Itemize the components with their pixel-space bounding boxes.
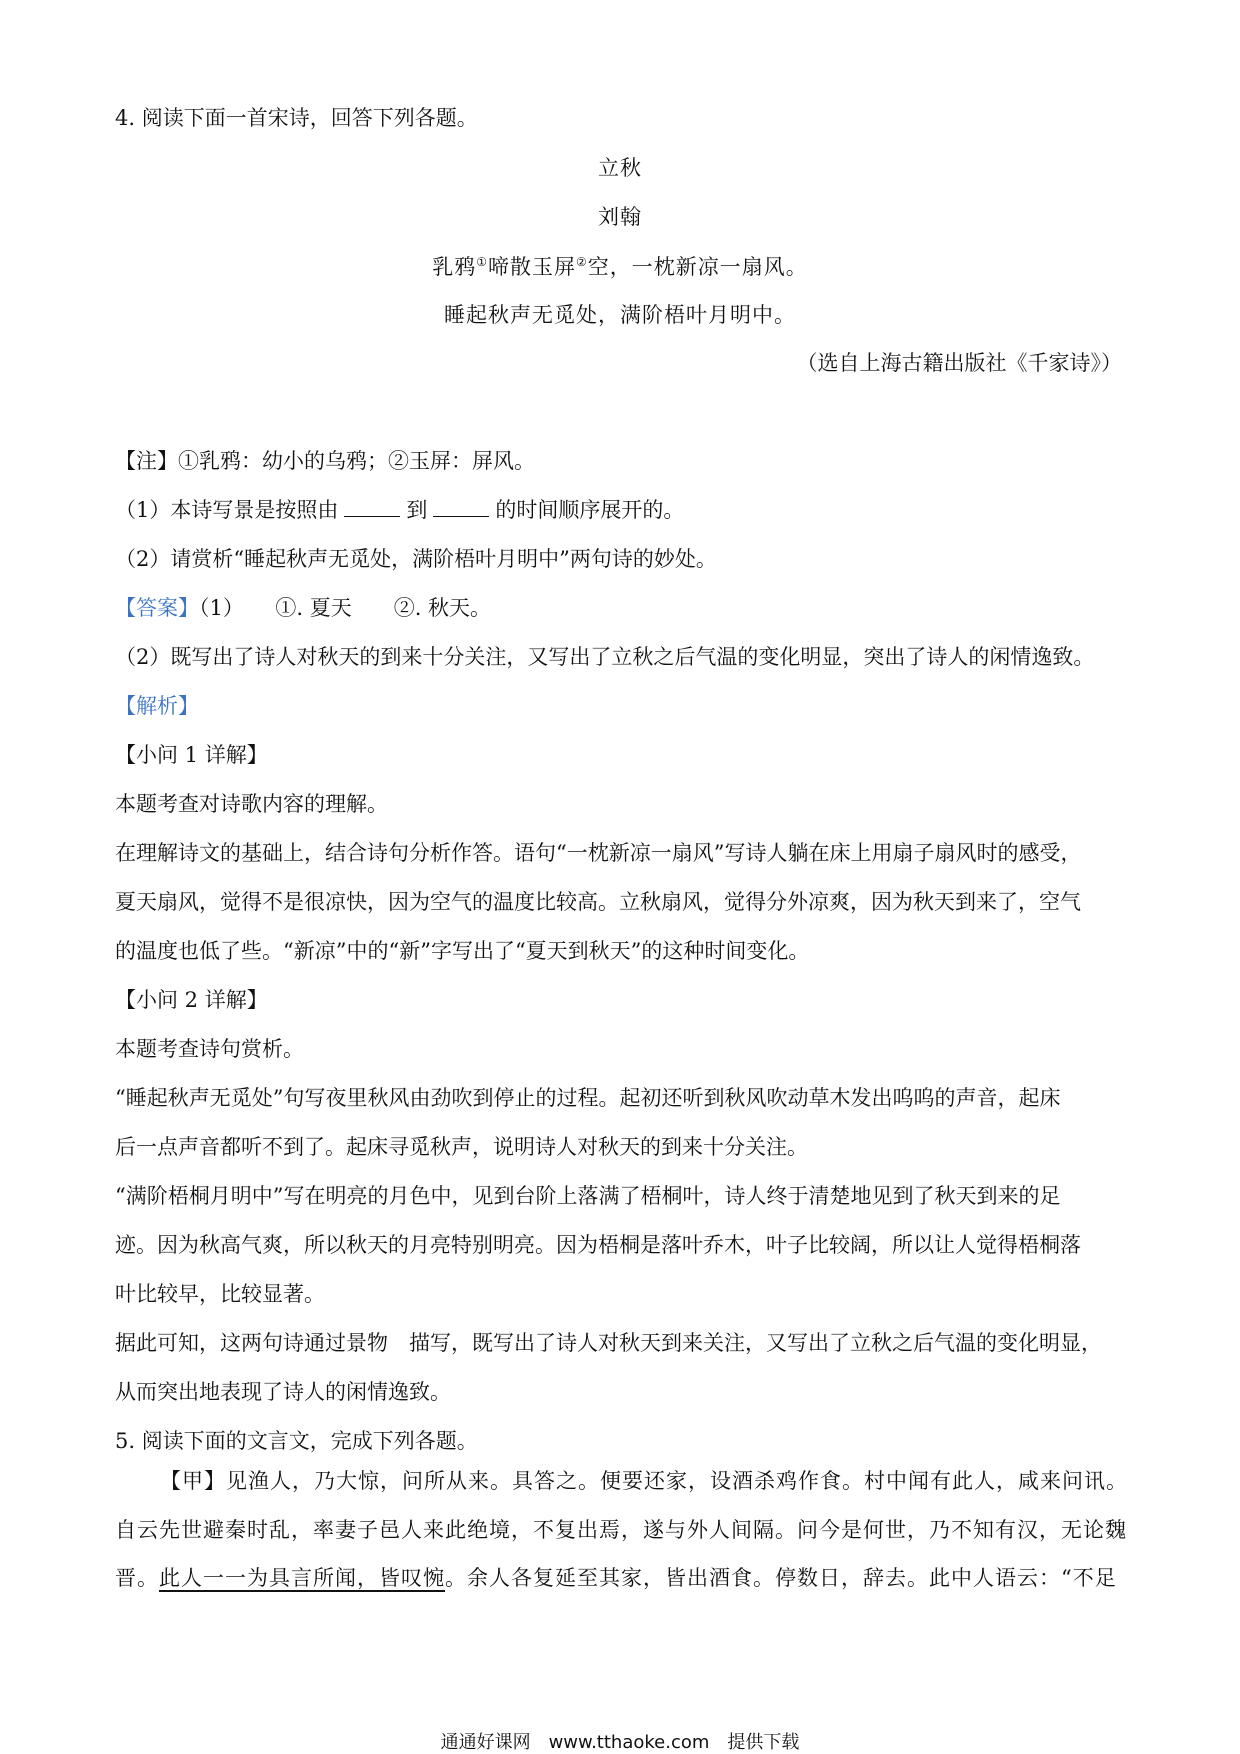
poem-line-1: 乳鸦①啼散玉屏②空，一枕新凉一扇风。	[432, 255, 808, 279]
underlined-sentence: 此人一一为具言所闻，皆叹惋	[159, 1566, 445, 1590]
passage-jia-l2: 自云先世避秦时乱，率妻子邑人来此绝境，不复出焉，遂与外人间隔。问今是何世，乃不知有汉，无论魏	[115, 1518, 1127, 1542]
detail-2-p1: 本题考查诗句赏析。	[115, 1037, 304, 1061]
detail-1-p1: 本题考查对诗歌内容的理解。	[115, 792, 388, 816]
poem-title: 立秋	[598, 156, 642, 180]
detail-2-p4-l1: 据此可知，这两句诗通过景物 描写，既写出了诗人对秋天到来关注，又写出了立秋之后气温的变化明显，	[115, 1331, 1102, 1355]
passage-jia-l1: 【甲】见渔人，乃大惊，问所从来。具答之。便要还家，设酒杀鸡作食。村中闻有此人，咸来问讯。	[160, 1469, 1128, 1493]
question-5-intro: 5. 阅读下面的文言文，完成下列各题。	[115, 1429, 478, 1453]
detail-1-p2-l3: 的温度也低了些。“新凉”中的“新”字写出了“夏天到秋天”的这种时间变化。	[115, 939, 810, 963]
poem-author: 刘翰	[598, 205, 642, 229]
detail-2-label: 【小问 2 详解】	[115, 988, 268, 1012]
detail-1-p2-l2: 夏天扇风，觉得不是很凉快，因为空气的温度比较高。立秋扇风，觉得分外凉爽，因为秋天到来了，空气	[115, 890, 1081, 914]
detail-2-p3-l1: “满阶梧桐月明中”写在明亮的月色中，见到台阶上落满了梧桐叶，诗人终于清楚地见到了秋天到来的足	[115, 1184, 1061, 1208]
poem-line-2: 睡起秋声无觅处，满阶梧叶月明中。	[444, 303, 796, 327]
blank-1	[344, 498, 400, 517]
answer-1: 【答案】（1） ①. 夏天 ②. 秋天。	[115, 596, 492, 620]
passage-jia-l3: 晋。此人一一为具言所闻，皆叹惋。余人各复延至其家，皆出酒食。停数日，辞去。此中人语云：“不足	[115, 1566, 1117, 1590]
footer-watermark: 通通好课网 www.tthaoke.com 提供下载	[440, 1732, 800, 1753]
answer-2: （2）既写出了诗人对秋天的到来十分关注，又写出了立秋之后气温的变化明显，突出了诗人的闲情逸致。	[115, 645, 1095, 669]
detail-2-p3-l2: 迹。因为秋高气爽，所以秋天的月亮特别明亮。因为梧桐是落叶乔木，叶子比较阔，所以让人觉得梧桐落	[115, 1233, 1081, 1257]
blank-2	[433, 498, 489, 517]
question-4-intro: 4. 阅读下面一首宋诗，回答下列各题。	[115, 106, 478, 130]
detail-2-p4-l2: 从而突出地表现了诗人的闲情逸致。	[115, 1380, 451, 1404]
detail-1-label: 【小问 1 详解】	[115, 743, 268, 767]
detail-1-p2-l1: 在理解诗文的基础上，结合诗句分析作答。语句“一枕新凉一扇风”写诗人躺在床上用扇子扇风时的感受，	[115, 841, 1082, 865]
poem-note: 【注】①乳鸦：幼小的乌鸦；②玉屏：屏风。	[115, 449, 535, 473]
sub-question-2: （2）请赏析“睡起秋声无觅处，满阶梧叶月明中”两句诗的妙处。	[115, 547, 717, 571]
poem-source: （选自上海古籍出版社《千家诗》）	[796, 351, 1122, 375]
detail-2-p2-l1: “睡起秋声无觅处”句写夜里秋风由劲吹到停止的过程。起初还听到秋风吹动草木发出呜呜的声音，起床	[115, 1086, 1061, 1110]
analysis-label: 【解析】	[115, 694, 199, 718]
detail-2-p3-l3: 叶比较早，比较显著。	[115, 1282, 325, 1306]
detail-2-p2-l2: 后一点声音都听不到了。起床寻觅秋声，说明诗人对秋天的到来十分关注。	[115, 1135, 808, 1159]
sub-question-1: （1）本诗写景是按照由 到 的时间顺序展开的。	[115, 498, 685, 522]
answer-label: 【答案】	[115, 596, 199, 620]
